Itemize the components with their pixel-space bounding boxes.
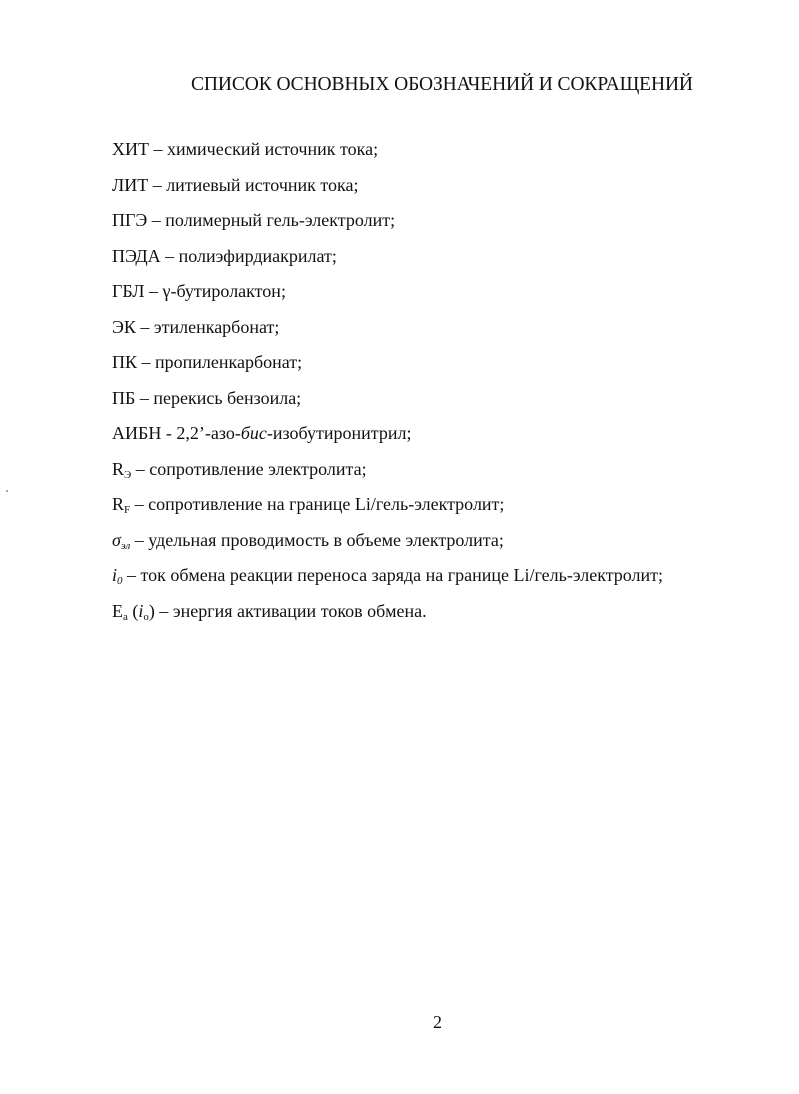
- separator: –: [154, 600, 173, 621]
- definition: пропиленкарбонат;: [155, 352, 303, 372]
- term-base: R: [112, 494, 125, 514]
- separator: –: [144, 281, 163, 301]
- page-number: 2: [433, 1012, 442, 1032]
- list-item-gbl: [112, 280, 663, 316]
- page-title: СПИСОК ОСНОВНЫХ ОБОЗНАЧЕНИЙ И СОКРАЩЕНИЙ: [191, 74, 693, 95]
- list-item-sigma: [112, 529, 663, 565]
- list-item-r-f: [112, 493, 663, 529]
- term: ПГЭ: [112, 210, 148, 230]
- list-item-peda: [112, 245, 663, 281]
- definition: энергия активации токов обмена.: [172, 600, 427, 621]
- separator: –: [130, 529, 149, 550]
- term: ПЭДА: [112, 245, 161, 266]
- term-subscript: эл: [120, 539, 131, 552]
- term-subscript: 0: [117, 575, 123, 587]
- list-item-lit: [112, 174, 663, 210]
- term-paren-base: i: [138, 600, 144, 621]
- separator: –: [135, 387, 154, 408]
- definition-italic: бис: [240, 423, 267, 443]
- term: [112, 601, 155, 621]
- scan-speck: [6, 490, 8, 492]
- definition: перекись бензоила;: [153, 387, 302, 408]
- list-item-pge: [112, 209, 663, 245]
- term-subscript: F: [124, 504, 131, 516]
- term-paren-close: ): [148, 600, 155, 621]
- definition: химический источник тока;: [167, 139, 379, 159]
- term: ПК: [112, 352, 138, 372]
- list-item-ek: [112, 316, 663, 352]
- term-base: σ: [112, 529, 121, 550]
- term-base: i: [112, 565, 118, 585]
- term-subscript: Э: [124, 468, 132, 481]
- separator: –: [122, 565, 141, 585]
- separator: -: [161, 423, 177, 443]
- definition-post: -изобутиронитрил;: [266, 423, 412, 443]
- definition: γ-бутиролактон;: [162, 281, 286, 301]
- separator: –: [137, 352, 156, 372]
- separator: –: [130, 494, 149, 514]
- definition-pre: 2,2’-азо-: [176, 423, 241, 443]
- list-item-aibn: [112, 422, 663, 458]
- definition: сопротивление электролита;: [149, 458, 367, 479]
- term: ХИТ: [112, 139, 149, 159]
- term-base: E: [112, 600, 123, 621]
- term: ГБЛ: [112, 281, 145, 301]
- list-item-i0: [112, 564, 663, 600]
- term-base: R: [112, 458, 125, 479]
- separator: –: [147, 210, 166, 230]
- separator: –: [160, 245, 179, 266]
- term: [112, 494, 130, 514]
- list-item-r-e: [112, 458, 663, 494]
- separator: –: [149, 139, 167, 159]
- definition: ток обмена реакции переноса заряда на границе Li/гель-электролит;: [140, 565, 664, 585]
- term-subscript: a: [123, 610, 128, 623]
- list-item-hit: [112, 138, 663, 174]
- definition: полиэфирдиакрилат;: [178, 245, 337, 266]
- list-item-ea: [112, 600, 663, 636]
- separator: –: [135, 316, 154, 337]
- separator: –: [131, 458, 150, 479]
- abbreviation-list: [112, 138, 663, 635]
- term: ПБ: [112, 387, 136, 408]
- term: [112, 565, 123, 585]
- term: [112, 530, 130, 550]
- term: [112, 459, 131, 479]
- term: ЛИТ: [112, 174, 149, 195]
- definition: литиевый источник тока;: [166, 174, 359, 195]
- definition: удельная проводимость в объеме электролита;: [148, 529, 504, 550]
- list-item-pb: [112, 387, 663, 423]
- term-paren-subscript: o: [143, 610, 149, 623]
- separator: –: [148, 174, 167, 195]
- list-item-pk: [112, 351, 663, 387]
- term: АИБН: [112, 423, 162, 443]
- definition: этиленкарбонат;: [153, 316, 280, 337]
- term: ЭК: [112, 316, 136, 337]
- term-paren-open: (: [127, 600, 139, 621]
- definition: сопротивление на границе Li/гель-электролит;: [148, 494, 505, 514]
- definition: полимерный гель-электролит;: [165, 210, 396, 230]
